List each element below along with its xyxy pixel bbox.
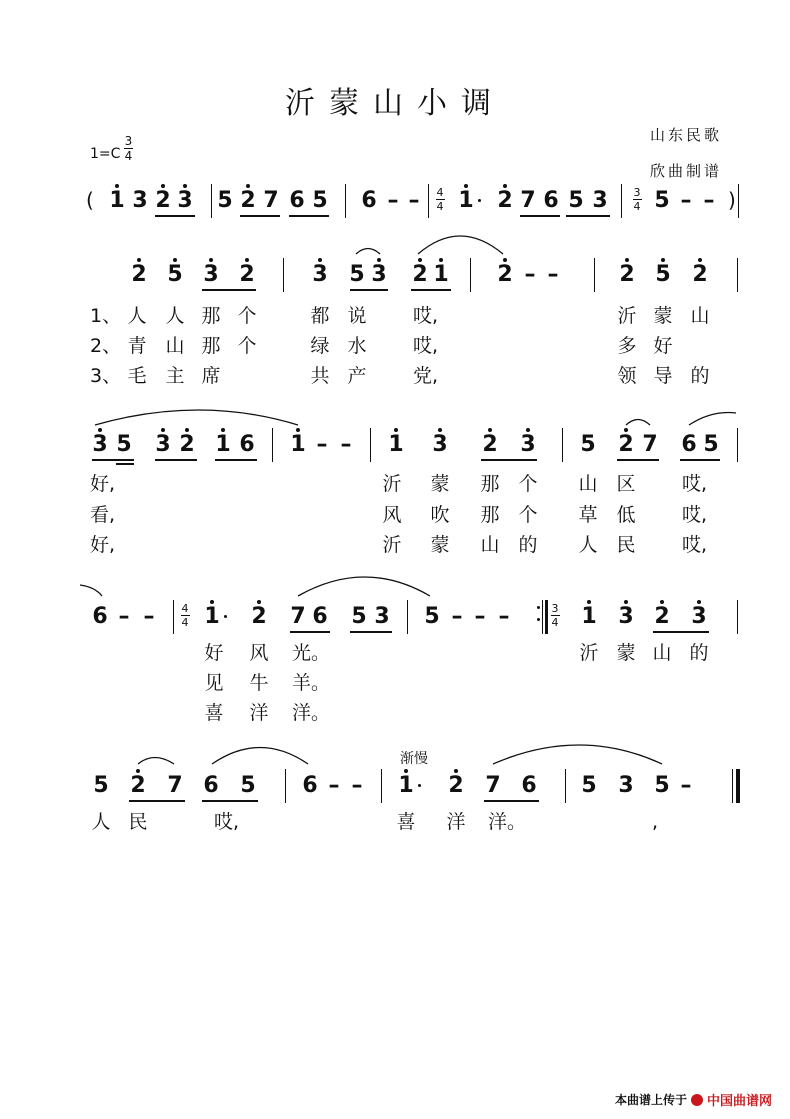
lyric-syllable: 哎, [682, 534, 708, 556]
barline [594, 258, 595, 292]
note-2: 2 [619, 262, 635, 287]
note-3: 3 [432, 432, 448, 457]
note-2: 2 [448, 773, 464, 798]
lyric-syllable: 毛 [127, 365, 147, 387]
dash-note: – [451, 604, 463, 629]
dash-note: – [118, 604, 130, 629]
staff-5 [0, 767, 790, 807]
beam-underline [520, 215, 560, 217]
note-2: 2 [131, 262, 147, 287]
beam-underline [617, 459, 659, 461]
note-5: 5 [654, 773, 670, 798]
lyric-syllable: 蒙 [616, 642, 636, 664]
lyric-syllable: 个 [518, 504, 538, 526]
lyric-syllable: 山 [578, 473, 598, 495]
lyric-syllable: 青 [127, 335, 147, 357]
arranger: 欣曲制谱 [650, 162, 723, 180]
lyric-syllable: 共 [310, 365, 330, 387]
octave-dot [209, 258, 213, 262]
octave-dot [587, 600, 591, 604]
paren-close: ) [728, 188, 736, 212]
footer-credit [615, 1090, 772, 1109]
time-signature: 3 4 [124, 134, 133, 163]
note-3: 3 [618, 604, 634, 629]
lyric-syllable: 沂 [382, 534, 402, 556]
note-1: 1 [290, 432, 306, 457]
tempo-marking: 渐慢 [400, 751, 428, 767]
lyric-syllable: 沂 [579, 642, 599, 664]
dash-note: – [547, 262, 559, 287]
beam-underline [155, 459, 197, 461]
lyric-syllable: 看, [90, 504, 116, 526]
barline [738, 184, 739, 218]
note-3: 3 [177, 188, 193, 213]
note-5: 5 [351, 604, 367, 629]
beam-underline [129, 800, 185, 802]
note-7: 7 [485, 773, 501, 798]
lyric-syllable: 山 [480, 534, 500, 556]
note-7: 7 [290, 604, 306, 629]
beam-underline [411, 289, 451, 291]
lyric-syllable: 哎, [682, 473, 708, 495]
beam-underline [484, 800, 539, 802]
octave-dot [224, 615, 227, 618]
lyric-syllable: 喜 [396, 811, 416, 833]
octave-dot [115, 184, 119, 188]
beam-underline [653, 631, 709, 633]
lyric-syllable: 草 [578, 504, 598, 526]
note-5: 5 [568, 188, 584, 213]
octave-dot [526, 428, 530, 432]
note-5: 5 [349, 262, 365, 287]
lyric-syllable: 都 [310, 305, 330, 327]
lyric-syllable: 风 [249, 642, 269, 664]
barline [736, 769, 740, 803]
paren-open: ( [86, 188, 94, 212]
note-3: 3 [592, 188, 608, 213]
beam-underline [290, 631, 330, 633]
note-6: 6 [302, 773, 318, 798]
barline [565, 769, 566, 803]
note-1: 1 [458, 188, 474, 213]
lyric-syllable: 洋 [446, 811, 466, 833]
octave-dot [257, 600, 261, 604]
dash-note: – [340, 432, 352, 457]
lyric-syllable: 山 [165, 335, 185, 357]
lyric-syllable: 好, [90, 534, 116, 556]
beam-underline [215, 459, 257, 461]
beam-underline [350, 631, 392, 633]
lyric-syllable: 山 [652, 642, 672, 664]
octave-dot [183, 184, 187, 188]
beam-underline [240, 215, 280, 217]
note-2: 2 [130, 773, 146, 798]
site-name[interactable]: 中国曲谱网 [706, 1094, 772, 1109]
octave-dot [296, 428, 300, 432]
lyric-syllable: 导 [653, 365, 673, 387]
lyric-syllable: 人 [91, 811, 111, 833]
lyric-syllable: 洋 [249, 702, 269, 724]
octave-dot [503, 184, 507, 188]
dash-note: – [351, 773, 363, 798]
note-6: 6 [361, 188, 377, 213]
lyric-syllable: 水 [347, 335, 367, 357]
lyric-syllable: 民 [128, 811, 148, 833]
slur [493, 745, 662, 764]
barline [545, 600, 548, 634]
lyric-syllable: 见 [204, 672, 224, 694]
slur [298, 577, 430, 596]
note-2: 2 [497, 188, 513, 213]
note-2: 2 [618, 432, 634, 457]
lyric-syllable: 蒙 [430, 473, 450, 495]
note-5: 5 [581, 773, 597, 798]
lyric-syllable: 产 [347, 365, 367, 387]
staff-4 [0, 598, 790, 638]
barline [211, 184, 212, 218]
score-title: 沂蒙山小调 [285, 86, 505, 121]
slur [138, 758, 174, 765]
slur [626, 420, 650, 426]
note-5: 5 [240, 773, 256, 798]
lyric-syllable: 的 [518, 534, 538, 556]
dash-note: – [680, 773, 692, 798]
beam-underline [116, 463, 134, 465]
octave-dot [698, 258, 702, 262]
note-3: 3 [618, 773, 634, 798]
note-6: 6 [203, 773, 219, 798]
note-7: 7 [263, 188, 279, 213]
lyric-syllable: 光。 [292, 642, 331, 664]
lyric-syllable: 领 [617, 365, 637, 387]
octave-dot [464, 184, 468, 188]
octave-dot [537, 618, 540, 621]
note-3: 3 [203, 262, 219, 287]
barline [381, 769, 382, 803]
barline [470, 258, 471, 292]
lyric-syllable: 蒙 [430, 534, 450, 556]
dash-note: – [524, 262, 536, 287]
lyric-syllable: 3、 [90, 365, 122, 387]
lyric-syllable: 那 [480, 504, 500, 526]
beam-underline [350, 289, 388, 291]
lyric-syllable: 人 [127, 305, 147, 327]
staff-intro [0, 182, 790, 222]
lyric-syllable: 蒙 [653, 305, 673, 327]
slur [80, 585, 102, 596]
slur [95, 410, 298, 425]
note-6: 6 [312, 604, 328, 629]
lyric-syllable: 区 [616, 473, 636, 495]
octave-dot [221, 428, 225, 432]
note-2: 2 [482, 432, 498, 457]
dash-note: – [316, 432, 328, 457]
barline [542, 600, 543, 634]
dash-note: – [408, 188, 420, 213]
lyric-syllable: 党, [413, 365, 439, 387]
beam-underline [481, 459, 537, 461]
note-2: 2 [240, 188, 256, 213]
slur [212, 748, 308, 765]
barline [272, 428, 273, 462]
note-1: 1 [388, 432, 404, 457]
note-6: 6 [289, 188, 305, 213]
octave-dot [210, 600, 214, 604]
footer-upload-text: 本曲谱上传于 [614, 1093, 687, 1107]
note-6: 6 [521, 773, 537, 798]
note-2: 2 [497, 262, 513, 287]
lyric-syllable: 哎, [214, 811, 240, 833]
dash-note: – [387, 188, 399, 213]
octave-dot [503, 258, 507, 262]
lyric-syllable: 的 [689, 642, 709, 664]
note-2: 2 [239, 262, 255, 287]
beam-underline [202, 800, 258, 802]
octave-dot [661, 258, 665, 262]
lyric-syllable: 那 [201, 335, 221, 357]
lyric-syllable: 2、 [90, 335, 122, 357]
octave-dot [161, 184, 165, 188]
time-signature-change: 3 4 [633, 186, 641, 213]
staff-3 [0, 426, 790, 466]
beam-underline [289, 215, 329, 217]
lyric-syllable: 羊。 [292, 672, 331, 694]
octave-dot [438, 428, 442, 432]
barline [621, 184, 622, 218]
octave-dot [418, 258, 422, 262]
beam-underline [155, 215, 195, 217]
note-2: 2 [251, 604, 267, 629]
lyric-syllable: 个 [237, 335, 257, 357]
lyric-syllable: 哎, [682, 504, 708, 526]
octave-dot [404, 769, 408, 773]
note-5: 5 [93, 773, 109, 798]
barline [737, 258, 738, 292]
note-1: 1 [433, 262, 449, 287]
octave-dot [318, 258, 322, 262]
note-5: 5 [424, 604, 440, 629]
note-7: 7 [520, 188, 536, 213]
lyric-syllable: 绿 [310, 335, 330, 357]
octave-dot [488, 428, 492, 432]
note-7: 7 [642, 432, 658, 457]
note-3: 3 [92, 432, 108, 457]
note-5: 5 [217, 188, 233, 213]
barline [345, 184, 346, 218]
octave-dot [624, 428, 628, 432]
note-1: 1 [215, 432, 231, 457]
note-6: 6 [681, 432, 697, 457]
lyric-syllable: 那 [201, 305, 221, 327]
lyric-syllable: 个 [518, 473, 538, 495]
site-logo-icon [691, 1094, 703, 1106]
note-5: 5 [654, 188, 670, 213]
note-5: 5 [655, 262, 671, 287]
octave-dot [98, 428, 102, 432]
octave-dot [439, 258, 443, 262]
octave-dot [418, 784, 421, 787]
note-5: 5 [167, 262, 183, 287]
octave-dot [377, 258, 381, 262]
time-signature-change: 4 4 [181, 602, 189, 629]
dash-note: – [680, 188, 692, 213]
note-2: 2 [692, 262, 708, 287]
staff-2 [0, 256, 790, 296]
lyric-syllable: 喜 [204, 702, 224, 724]
barline [737, 428, 738, 462]
octave-dot [624, 600, 628, 604]
lyric-syllable: 人 [165, 305, 185, 327]
lyric-syllable: 个 [237, 305, 257, 327]
dash-note: – [143, 604, 155, 629]
key-signature: 1=C [90, 146, 121, 162]
lyric-syllable: 席 [201, 365, 221, 387]
dash-note: – [328, 773, 340, 798]
dash-note: – [498, 604, 510, 629]
lyric-syllable: 山 [690, 305, 710, 327]
lyric-syllable: 低 [616, 504, 636, 526]
note-5: 5 [580, 432, 596, 457]
time-signature-change: 4 4 [436, 186, 444, 213]
octave-dot [697, 600, 701, 604]
song-origin: 山东民歌 [650, 126, 723, 144]
lyric-syllable: 沂 [617, 305, 637, 327]
note-2: 2 [179, 432, 195, 457]
slur [418, 236, 503, 254]
lyric-syllable: 好 [204, 642, 224, 664]
slur [689, 413, 736, 426]
barline [285, 769, 286, 803]
lyric-syllable: 牛 [249, 672, 269, 694]
beam-underline [202, 289, 256, 291]
lyric-syllable: 好 [653, 335, 673, 357]
note-5: 5 [312, 188, 328, 213]
note-3: 3 [374, 604, 390, 629]
lyric-syllable: , [651, 811, 659, 833]
octave-dot [161, 428, 165, 432]
note-3: 3 [132, 188, 148, 213]
note-7: 7 [167, 773, 183, 798]
lyric-syllable: 吹 [430, 504, 450, 526]
note-1: 1 [581, 604, 597, 629]
barline [283, 258, 284, 292]
note-1: 1 [109, 188, 125, 213]
note-3: 3 [155, 432, 171, 457]
note-3: 3 [312, 262, 328, 287]
octave-dot [394, 428, 398, 432]
octave-dot [625, 258, 629, 262]
barline [562, 428, 563, 462]
beam-underline [92, 459, 134, 461]
octave-dot [245, 258, 249, 262]
lyric-syllable: 民 [616, 534, 636, 556]
barline [173, 600, 174, 634]
lyric-syllable: 洋。 [292, 702, 331, 724]
note-1: 1 [204, 604, 220, 629]
lyric-syllable: 沂 [382, 473, 402, 495]
barline [737, 600, 738, 634]
note-5: 5 [116, 432, 132, 457]
lyric-syllable: 那 [480, 473, 500, 495]
octave-dot [137, 258, 141, 262]
note-6: 6 [543, 188, 559, 213]
barline [370, 428, 371, 462]
note-3: 3 [371, 262, 387, 287]
lyric-syllable: 多 [617, 335, 637, 357]
barline [732, 769, 733, 803]
barline [428, 184, 429, 218]
note-2: 2 [412, 262, 428, 287]
octave-dot [185, 428, 189, 432]
slur [356, 249, 380, 255]
lyric-syllable: 洋。 [488, 811, 527, 833]
beam-underline [566, 215, 610, 217]
octave-dot [136, 769, 140, 773]
octave-dot [660, 600, 664, 604]
lyric-syllable: 哎, [413, 335, 439, 357]
lyric-syllable: 1、 [90, 305, 122, 327]
lyric-syllable: 哎, [413, 305, 439, 327]
lyric-syllable: 风 [382, 504, 402, 526]
note-3: 3 [691, 604, 707, 629]
octave-dot [246, 184, 250, 188]
dash-note: – [474, 604, 486, 629]
note-2: 2 [654, 604, 670, 629]
octave-dot [537, 606, 540, 609]
lyric-syllable: 好, [90, 473, 116, 495]
note-6: 6 [239, 432, 255, 457]
lyric-syllable: 人 [578, 534, 598, 556]
lyric-syllable: 说 [347, 305, 367, 327]
lyric-syllable: 的 [690, 365, 710, 387]
octave-dot [173, 258, 177, 262]
note-1: 1 [398, 773, 414, 798]
note-3: 3 [520, 432, 536, 457]
octave-dot [454, 769, 458, 773]
note-6: 6 [92, 604, 108, 629]
lyric-syllable: 主 [165, 365, 185, 387]
note-2: 2 [155, 188, 171, 213]
time-signature-change: 3 4 [551, 602, 559, 629]
note-5: 5 [703, 432, 719, 457]
barline [407, 600, 408, 634]
beam-underline [680, 459, 720, 461]
dash-note: – [703, 188, 715, 213]
octave-dot [478, 199, 481, 202]
